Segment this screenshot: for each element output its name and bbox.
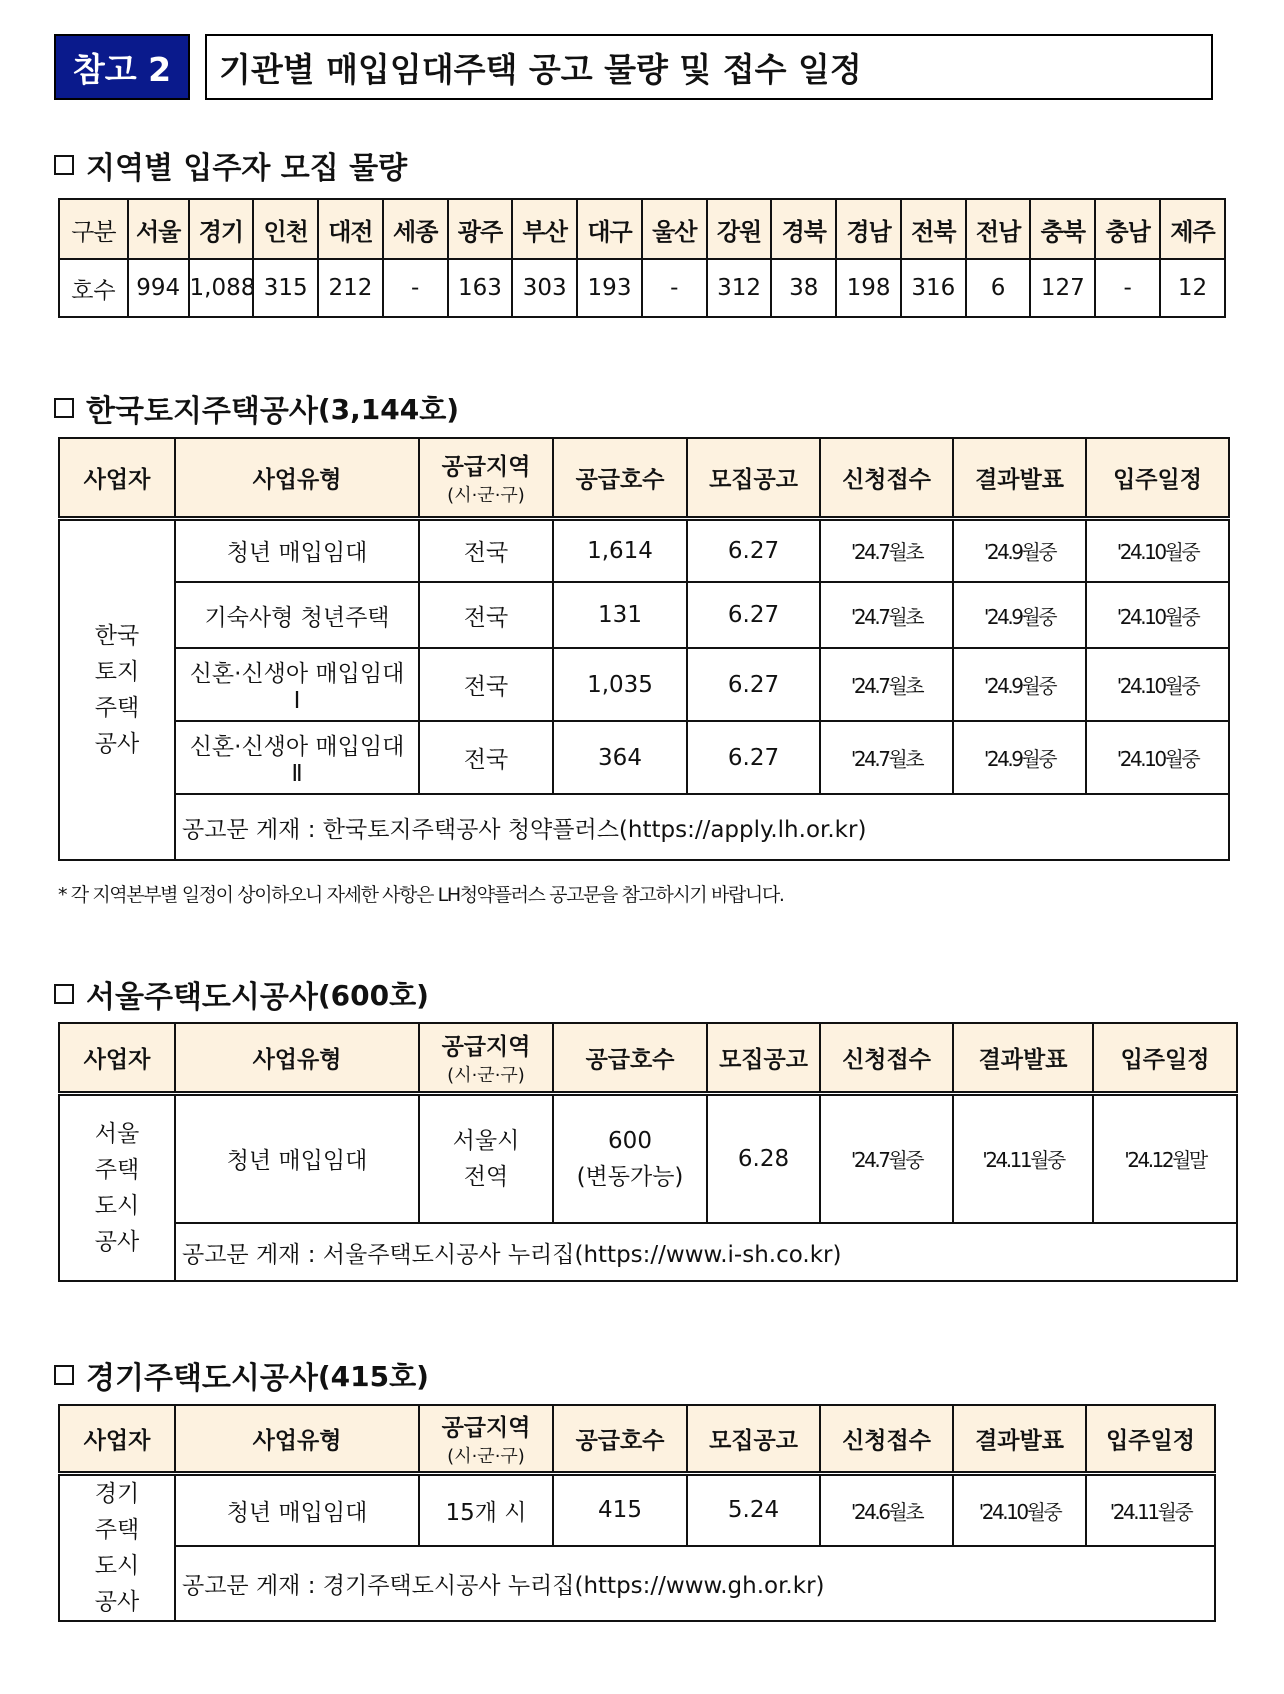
org-line: 공사	[94, 730, 140, 757]
col-movein: 입주일정	[1086, 1405, 1215, 1473]
area-cell	[419, 1093, 553, 1223]
regional-header-cell: 경남	[836, 199, 901, 259]
org-line: 토지	[94, 658, 140, 685]
section-count: (415호)	[317, 1360, 429, 1393]
col-area-label: 공급지역	[441, 1414, 531, 1441]
regional-value-cell: 312	[707, 259, 772, 317]
col-type: 사업유형	[175, 1405, 419, 1473]
section-title: 서울주택도시공사	[86, 980, 318, 1015]
col-result: 결과발표	[953, 1023, 1093, 1093]
col-notice: 모집공고	[707, 1023, 820, 1093]
regional-header-cell: 대구	[577, 199, 642, 259]
regional-value-cell: 994	[128, 259, 189, 317]
col-apply: 신청접수	[820, 438, 953, 518]
col-operator: 사업자	[59, 438, 175, 518]
regional-value-row	[59, 259, 1225, 317]
section-heading-gh	[54, 1353, 429, 1397]
regional-value-cell: 호수	[59, 259, 128, 317]
regional-header-cell: 경북	[771, 199, 836, 259]
col-area-sub: (시·군·구)	[447, 484, 525, 506]
page-title: 기관별 매입임대주택 공고 물량 및 접수 일정	[205, 34, 1213, 100]
org-line: 서울	[94, 1120, 140, 1147]
col-apply: 신청접수	[820, 1405, 953, 1473]
org-line: 한국	[94, 622, 140, 649]
area-cell: 전국	[419, 648, 553, 721]
regional-value-cell: 12	[1160, 259, 1225, 317]
type-line: Ⅱ	[291, 761, 303, 787]
gh-table	[58, 1404, 1216, 1622]
regional-header-cell: 대전	[318, 199, 383, 259]
regional-value-cell: 193	[577, 259, 642, 317]
org-line: 공사	[94, 1588, 140, 1615]
table-header-row	[59, 1405, 1215, 1473]
section-title: 한국토지주택공사	[86, 394, 318, 429]
area-cell: 전국	[419, 518, 553, 582]
regional-header-cell: 세종	[383, 199, 448, 259]
result-cell: '24.9월중	[953, 518, 1086, 582]
col-units: 공급호수	[553, 1023, 707, 1093]
col-area-sub: (시·군·구)	[447, 1445, 525, 1467]
col-area	[419, 438, 553, 518]
apply-cell: '24.6월초	[820, 1473, 953, 1546]
checkbox-square-icon	[54, 984, 74, 1004]
regional-header-cell: 경기	[189, 199, 254, 259]
regional-value-cell: 1,088	[189, 259, 254, 317]
org-line: 주택	[94, 1516, 140, 1543]
type-cell	[175, 721, 419, 794]
area-line: 서울시	[452, 1127, 520, 1154]
table-header-row	[59, 1023, 1237, 1093]
movein-cell: '24.10월중	[1086, 721, 1229, 794]
posting-row	[59, 1546, 1215, 1621]
units-line: (변동가능)	[576, 1163, 684, 1190]
section-heading-sh	[54, 972, 429, 1016]
result-cell: '24.9월중	[953, 648, 1086, 721]
regional-value-cell: 127	[1030, 259, 1095, 317]
checkbox-square-icon	[54, 1365, 74, 1385]
section-heading-regional	[54, 143, 407, 187]
table-row	[59, 721, 1229, 794]
org-line: 공사	[94, 1228, 140, 1255]
col-operator: 사업자	[59, 1023, 175, 1093]
col-operator: 사업자	[59, 1405, 175, 1473]
area-cell: 15개 시	[419, 1473, 553, 1546]
org-line: 주택	[94, 694, 140, 721]
units-cell: 415	[553, 1473, 687, 1546]
posting-row	[59, 794, 1229, 860]
org-line: 경기	[94, 1480, 140, 1507]
regional-header-cell: 전남	[966, 199, 1031, 259]
regional-value-cell: -	[383, 259, 448, 317]
units-cell: 364	[553, 721, 687, 794]
apply-cell: '24.7월초	[820, 721, 953, 794]
regional-value-cell: 38	[771, 259, 836, 317]
units-cell	[553, 1093, 707, 1223]
col-notice: 모집공고	[687, 438, 820, 518]
col-area-label: 공급지역	[441, 453, 531, 480]
type-cell: 청년 매입임대	[175, 1473, 419, 1546]
col-type: 사업유형	[175, 1023, 419, 1093]
notice-cell: 6.27	[687, 721, 820, 794]
col-result: 결과발표	[953, 438, 1086, 518]
movein-cell: '24.12월말	[1093, 1093, 1237, 1223]
col-area	[419, 1023, 553, 1093]
notice-cell: 5.24	[687, 1473, 820, 1546]
table-row	[59, 582, 1229, 648]
apply-cell: '24.7월초	[820, 582, 953, 648]
regional-header-cell: 인천	[253, 199, 318, 259]
col-movein: 입주일정	[1086, 438, 1229, 518]
section-title: 경기주택도시공사	[86, 1361, 318, 1396]
org-line: 도시	[94, 1552, 140, 1579]
operator-cell	[59, 518, 175, 860]
regional-value-cell: -	[642, 259, 707, 317]
col-area	[419, 1405, 553, 1473]
units-cell: 1,614	[553, 518, 687, 582]
lh-table	[58, 437, 1230, 861]
regional-header-cell: 제주	[1160, 199, 1225, 259]
movein-cell: '24.11월중	[1086, 1473, 1215, 1546]
col-units: 공급호수	[553, 1405, 687, 1473]
type-cell: 청년 매입임대	[175, 518, 419, 582]
section-count: (600호)	[317, 979, 429, 1012]
notice-cell: 6.27	[687, 648, 820, 721]
notice-cell: 6.27	[687, 582, 820, 648]
regional-header-cell: 울산	[642, 199, 707, 259]
table-header-row	[59, 438, 1229, 518]
regional-value-cell: -	[1095, 259, 1160, 317]
org-line: 도시	[94, 1192, 140, 1219]
regional-table	[58, 198, 1226, 318]
table-row	[59, 648, 1229, 721]
movein-cell: '24.10월중	[1086, 648, 1229, 721]
type-cell: 기숙사형 청년주택	[175, 582, 419, 648]
result-cell: '24.9월중	[953, 721, 1086, 794]
result-cell: '24.9월중	[953, 582, 1086, 648]
regional-value-cell: 6	[966, 259, 1031, 317]
checkbox-square-icon	[54, 155, 74, 175]
type-line: 신혼·신생아 매입임대	[189, 734, 405, 760]
reference-badge: 참고 2	[54, 34, 190, 100]
movein-cell: '24.10월중	[1086, 518, 1229, 582]
operator-cell	[59, 1473, 175, 1621]
footnote: * 각 지역본부별 일정이 상이하오니 자세한 사항은 LH청약플러스 공고문을 참고하시기 바랍니다.	[58, 884, 784, 906]
type-line: Ⅰ	[293, 688, 301, 714]
regional-header-cell: 충북	[1030, 199, 1095, 259]
col-type: 사업유형	[175, 438, 419, 518]
col-movein: 입주일정	[1093, 1023, 1237, 1093]
col-area-sub: (시·군·구)	[447, 1064, 525, 1086]
regional-header-cell: 서울	[128, 199, 189, 259]
type-line: 신혼·신생아 매입임대	[189, 661, 405, 687]
regional-header-cell: 광주	[448, 199, 513, 259]
regional-value-cell: 163	[448, 259, 513, 317]
area-line: 전역	[463, 1163, 509, 1190]
movein-cell: '24.10월중	[1086, 582, 1229, 648]
result-cell: '24.10월중	[953, 1473, 1086, 1546]
apply-cell: '24.7월초	[820, 518, 953, 582]
operator-cell	[59, 1093, 175, 1281]
regional-value-cell: 212	[318, 259, 383, 317]
posting-row	[59, 1223, 1237, 1281]
org-line: 주택	[94, 1156, 140, 1183]
posting-info: 공고문 게재 : 경기주택도시공사 누리집(https://www.gh.or.kr)	[175, 1546, 1215, 1621]
col-units: 공급호수	[553, 438, 687, 518]
table-row	[59, 518, 1229, 582]
units-cell: 131	[553, 582, 687, 648]
col-result: 결과발표	[953, 1405, 1086, 1473]
sh-table	[58, 1022, 1238, 1282]
regional-value-cell: 316	[901, 259, 966, 317]
regional-header-cell: 부산	[512, 199, 577, 259]
section-title: 지역별 입주자 모집 물량	[86, 151, 408, 186]
regional-value-cell: 315	[253, 259, 318, 317]
regional-header-cell: 강원	[707, 199, 772, 259]
apply-cell: '24.7월초	[820, 648, 953, 721]
apply-cell: '24.7월중	[820, 1093, 953, 1223]
section-count: (3,144호)	[317, 393, 460, 426]
type-cell	[175, 648, 419, 721]
regional-header-cell: 전북	[901, 199, 966, 259]
notice-cell: 6.28	[707, 1093, 820, 1223]
units-line: 600	[608, 1127, 652, 1154]
regional-header-cell: 충남	[1095, 199, 1160, 259]
area-cell: 전국	[419, 582, 553, 648]
regional-value-cell: 198	[836, 259, 901, 317]
units-cell: 1,035	[553, 648, 687, 721]
section-heading-lh	[54, 386, 459, 430]
posting-info: 공고문 게재 : 한국토지주택공사 청약플러스(https://apply.lh.or.kr)	[175, 794, 1229, 860]
table-row	[59, 1093, 1237, 1223]
col-area-label: 공급지역	[441, 1033, 531, 1060]
regional-header-row	[59, 199, 1225, 259]
table-row	[59, 1473, 1215, 1546]
col-notice: 모집공고	[687, 1405, 820, 1473]
posting-info: 공고문 게재 : 서울주택도시공사 누리집(https://www.i-sh.co.kr)	[175, 1223, 1237, 1281]
col-apply: 신청접수	[820, 1023, 953, 1093]
result-cell: '24.11월중	[953, 1093, 1093, 1223]
regional-value-cell: 303	[512, 259, 577, 317]
area-cell: 전국	[419, 721, 553, 794]
regional-header-cell: 구분	[59, 199, 128, 259]
checkbox-square-icon	[54, 398, 74, 418]
type-cell: 청년 매입임대	[175, 1093, 419, 1223]
notice-cell: 6.27	[687, 518, 820, 582]
